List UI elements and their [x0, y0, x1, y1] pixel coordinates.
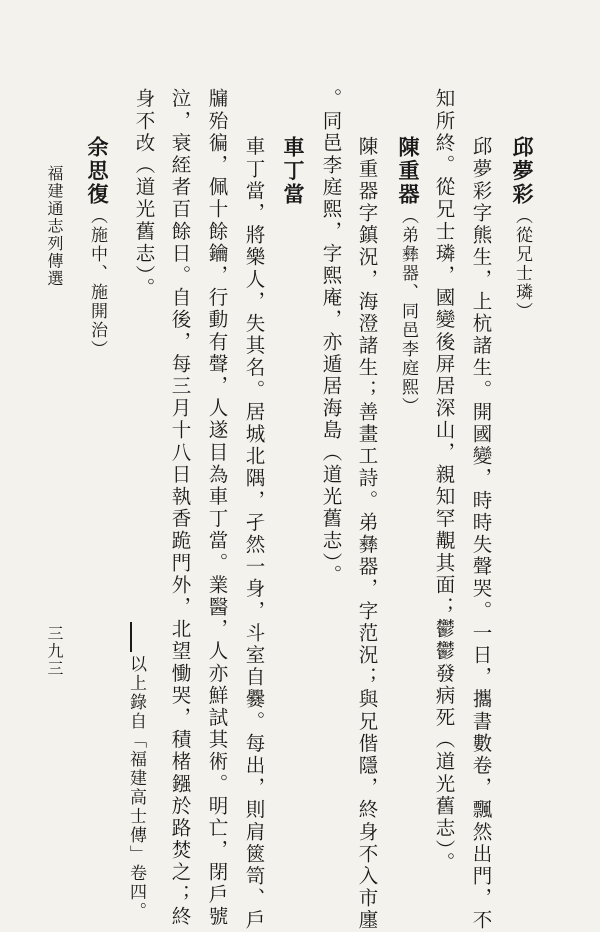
section-note: （施中、施開治） — [87, 206, 107, 359]
section-note: （從兄士璘） — [512, 206, 532, 321]
section-heading: 車丁當 — [281, 136, 306, 207]
heading-column — [398, 136, 419, 416]
section-note: （弟彝器、同邑李庭熙） — [398, 206, 418, 416]
text-column: 泣，衰絰者百餘日。自後，每三月十八日執香跪門外，北望慟哭，積楮鏹於路焚之；終 — [168, 88, 192, 928]
heading-column — [87, 136, 108, 359]
section-heading: 陳重器 — [396, 136, 421, 207]
source-note: 以上錄自「福建高士傳」卷四。 — [126, 655, 146, 921]
section-heading: 余思復 — [85, 136, 110, 207]
text-column: 邱夢彩字熊生，上杭諸生。開國變，時時失聲哭。一日，攜書數卷，飄然出門，不 — [469, 136, 493, 932]
page-number: 三九三 — [45, 625, 64, 678]
text-column: 知所終。從兄士璘，國變後屏居深山，親知罕覯其面；鬱鬱發病死（道光舊志）。 — [432, 88, 456, 874]
text-column: 陳重器字鎮況，海澄諸生；善畫工詩。弟彝器，字范況；與兄偕隱，終身不入市廛 — [355, 136, 379, 932]
text-column: 車丁當，將樂人，失其名。居城北隅，孑然一身，斗室自爨。每出，則肩篋笥、戶 — [242, 136, 266, 932]
text-column: 身不改（道光舊志）。 — [132, 88, 156, 300]
running-header: 福建通志列傳選 — [45, 165, 64, 288]
dash-line — [130, 622, 132, 652]
section-heading: 邱夢彩 — [510, 136, 535, 207]
text-column: 。同邑李庭熙，字熙庵，亦遁居海島（道光舊志）。 — [319, 88, 343, 587]
text-column: 牖殆徧，佩十餘鑰，行動有聲，人遂目為車丁當。業醫，人亦鮮試其術。明亡，閉戶號 — [205, 88, 229, 928]
heading-column — [512, 136, 533, 321]
